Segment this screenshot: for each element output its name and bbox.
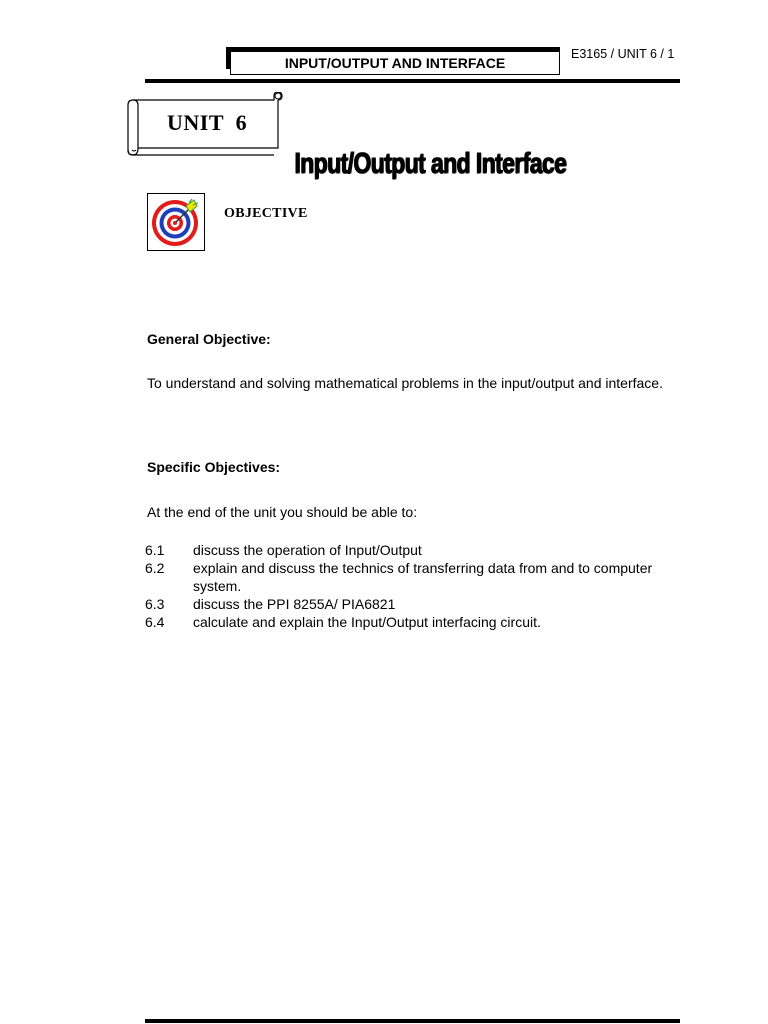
objective-number: 6.2 [145,560,165,576]
general-objective-heading: General Objective: [147,331,271,347]
objective-text: discuss the PPI 8255A/ PIA6821 [193,596,396,612]
objective-text: calculate and explain the Input/Output interfacing circuit. [193,614,541,630]
objective-text: explain and discuss the technics of transferring data from and to computer system. [193,560,653,594]
header-title-box [226,47,560,75]
specific-objectives-heading: Specific Objectives: [147,459,281,475]
target-icon [148,194,204,250]
header-rule [145,79,680,83]
objective-number: 6.4 [145,614,165,630]
objective-number: 6.3 [145,596,165,612]
unit-title: Input/Output and Interface [294,146,566,179]
objective-label: OBJECTIVE [224,206,308,221]
specific-objectives-intro: At the end of the unit you should be able to: [147,504,418,520]
objective-icon-frame [147,193,205,251]
objective-number: 6.1 [145,542,165,558]
footer-rule [145,1019,680,1023]
general-objective-text: To understand and solving mathematical problems in the input/output and interface. [147,375,663,391]
page-reference: E3165 / UNIT 6 / 1 [571,47,675,61]
objective-text: discuss the operation of Input/Output [193,542,422,558]
unit-label: UNIT 6 [167,110,248,135]
header-title: INPUT/OUTPUT AND INTERFACE [230,51,560,75]
